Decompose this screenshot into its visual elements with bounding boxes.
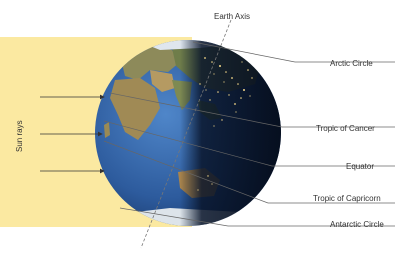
equator-label: Equator xyxy=(346,162,375,171)
sun-rays-label: Sun rays xyxy=(15,120,24,152)
night-shadow xyxy=(180,30,300,240)
tropic-of-capricorn-label: Tropic of Capricorn xyxy=(313,194,381,203)
arctic-circle-label: Arctic Circle xyxy=(330,59,373,68)
earth-axis-label: Earth Axis xyxy=(214,12,251,21)
antarctic-circle-label: Antarctic Circle xyxy=(330,220,384,229)
tropic-of-cancer-label: Tropic of Cancer xyxy=(316,124,375,133)
